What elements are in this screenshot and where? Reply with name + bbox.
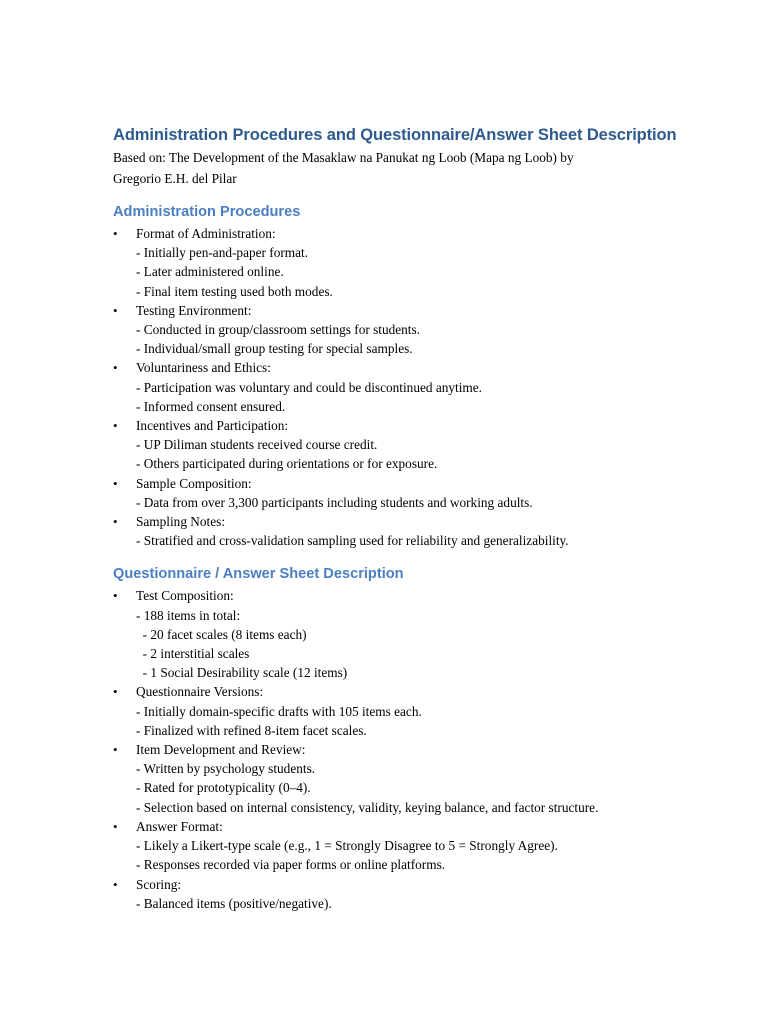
questionnaire-description-list	[113, 586, 733, 912]
list-item-label: Format of Administration:	[136, 226, 276, 241]
document-page	[113, 124, 733, 913]
list-item	[113, 512, 733, 550]
list-item-label: Incentives and Participation:	[136, 418, 289, 434]
list-item-detail: - Informed consent ensured.	[136, 398, 286, 414]
list-item-detail: - Conducted in group/classroom settings for students.	[136, 322, 421, 338]
list-item-label: Answer Format:	[136, 818, 223, 834]
list-item	[113, 416, 733, 474]
list-item-label: Testing Environment:	[136, 302, 252, 318]
list-item-detail: - Later administered online.	[136, 264, 284, 280]
list-item-detail: - Participation was voluntary and could be discontinued anytime.	[136, 379, 483, 395]
list-item-label: Questionnaire Versions:	[136, 684, 264, 700]
list-item-detail: - Responses recorded via paper forms or online platforms.	[136, 857, 446, 873]
list-item-detail: - Others participated during orientations or for exposure.	[136, 456, 438, 472]
list-item-detail: - Selection based on internal consistency, validity, keying balance, and factor structure.	[136, 799, 599, 815]
list-item-label: Test Composition:	[136, 588, 234, 604]
list-item	[113, 586, 733, 682]
bullet-icon: •	[113, 475, 118, 491]
bullet-icon: •	[113, 588, 118, 604]
list-item-detail: - Finalized with refined 8-item facet scales.	[136, 722, 367, 738]
bullet-icon: •	[113, 742, 118, 758]
list-item-detail: - 188 items in total:	[136, 607, 241, 623]
list-item-detail: - Balanced items (positive/negative).	[136, 895, 332, 911]
bullet-icon: •	[113, 818, 118, 834]
bullet-icon: •	[113, 876, 118, 892]
list-item	[113, 817, 733, 875]
list-item	[113, 740, 733, 817]
list-item-detail: - Individual/small group testing for special samples.	[136, 341, 413, 357]
byline-line-1: Based on: The Development of the Masaklaw na Panukat ng Loob (Mapa ng Loob) by	[113, 150, 574, 165]
list-item-label: Sample Composition:	[136, 475, 252, 491]
bullet-icon: •	[113, 418, 118, 434]
list-item-detail: - Written by psychology students.	[136, 761, 316, 777]
list-item-detail: - UP Diliman students received course credit.	[136, 437, 378, 453]
bullet-icon: •	[113, 226, 118, 241]
bullet-icon: •	[113, 302, 118, 318]
list-item-detail: - Data from over 3,300 participants including students and working adults.	[136, 494, 533, 510]
list-item-label: Voluntariness and Ethics:	[136, 360, 271, 376]
list-item-detail: - 20 facet scales (8 items each)	[136, 626, 307, 642]
list-item	[113, 224, 733, 301]
list-item-label: Scoring:	[136, 876, 182, 892]
list-item	[113, 301, 733, 359]
list-item	[113, 875, 733, 913]
bullet-icon: •	[113, 684, 118, 700]
list-item-detail: - Initially pen-and-paper format.	[136, 245, 309, 261]
list-item-detail: - Initially domain-specific drafts with 105 items each.	[136, 703, 422, 719]
list-item-detail: - 2 interstitial scales	[136, 646, 250, 662]
bullet-icon: •	[113, 514, 118, 530]
list-item-label: Sampling Notes:	[136, 514, 226, 530]
list-item-detail: - Likely a Likert-type scale (e.g., 1 = Strongly Disagree to 5 = Strongly Agree).	[136, 838, 558, 854]
administration-procedures-list	[113, 224, 733, 550]
document-title: Administration Procedures and Questionnaire/Answer Sheet Description	[113, 126, 677, 144]
bullet-icon: •	[113, 360, 118, 376]
list-item-detail: - Stratified and cross-validation sampling used for reliability and generalizability.	[136, 533, 569, 549]
list-item-label: Item Development and Review:	[136, 742, 306, 758]
list-item	[113, 682, 733, 740]
byline-line-2: Gregorio E.H. del Pilar	[113, 171, 237, 186]
document-byline	[113, 147, 733, 189]
questionnaire-description-heading: Questionnaire / Answer Sheet Description	[113, 566, 404, 583]
list-item-detail: - 1 Social Desirability scale (12 items)	[136, 665, 348, 681]
list-item-detail: - Rated for prototypicality (0–4).	[136, 780, 311, 796]
list-item	[113, 358, 733, 416]
administration-procedures-heading: Administration Procedures	[113, 204, 301, 220]
list-item-detail: - Final item testing used both modes.	[136, 283, 333, 299]
list-item	[113, 474, 733, 512]
